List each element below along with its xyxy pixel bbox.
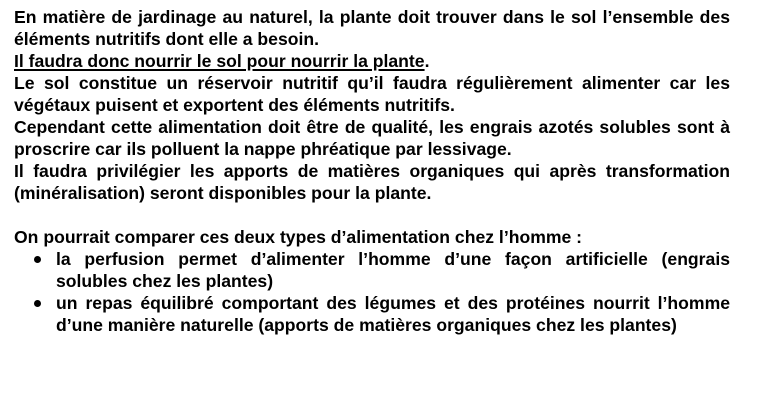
organic-matter-paragraph: Il faudra privilégier les apports de matières organiques qui après transformation (minéralisation) seront disponibles pour la plante.: [14, 161, 730, 203]
document-body: [14, 6, 730, 336]
intro-paragraph: En matière de jardinage au naturel, la plante doit trouver dans le sol l’ensemble des éléments nutritifs dont elle a besoin.: [14, 7, 730, 49]
key-sentence: [14, 50, 730, 72]
comparison-intro: On pourrait comparer ces deux types d’alimentation chez l’homme :: [14, 227, 583, 247]
list-item: [14, 292, 730, 336]
list-item-text: la perfusion permet d’alimenter l’homme d’une façon artificielle (engrais solubles chez les plantes): [56, 249, 730, 291]
list-item-text: un repas équilibré comportant des légumes et des protéines nourrit l’homme d’une manière naturelle (apports de matières organiques chez les plantes): [56, 293, 730, 335]
soil-reservoir-paragraph: Le sol constitue un réservoir nutritif qu’il faudra régulièrement alimenter car les végétaux puisent et exportent des éléments nutritifs.: [14, 73, 730, 115]
bullet-icon: [34, 256, 41, 263]
bullet-icon: [34, 300, 41, 307]
quality-paragraph: Cependant cette alimentation doit être de qualité, les engrais azotés solubles sont à proscrire car ils polluent la nappe phréatique par lessivage.: [14, 117, 730, 159]
list-item: [14, 248, 730, 292]
key-sentence-period: .: [424, 51, 430, 71]
underlined-sentence: Il faudra donc nourrir le sol pour nourrir la plante: [14, 51, 425, 71]
paragraph-spacer: [14, 204, 730, 226]
comparison-list: [14, 248, 730, 336]
